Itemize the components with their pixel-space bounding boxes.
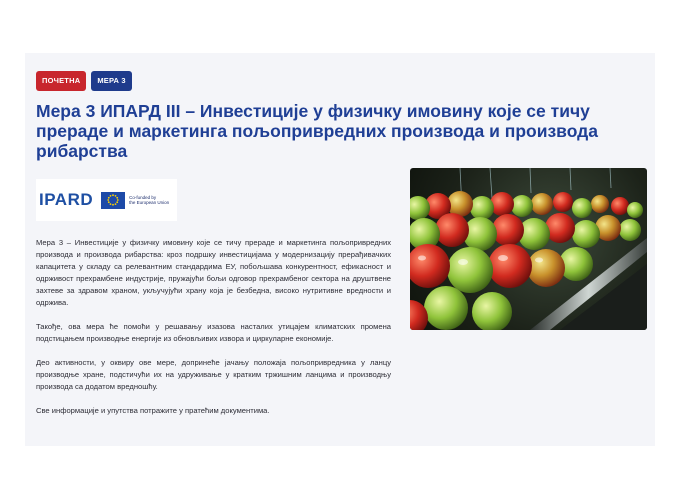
ipard-logo <box>36 179 177 221</box>
breadcrumb-home-link[interactable]: ПОЧЕТНА <box>36 71 86 91</box>
breadcrumb <box>36 71 132 91</box>
apples-on-conveyor-image <box>410 168 647 330</box>
page-title: Мера 3 ИПАРД III – Инвестиције у физичку имовину које се тичу прераде и маркетинга пољопривредних производа и производа рибарства <box>36 101 598 161</box>
paragraph-1: Мера 3 – Инвестиције у физичку имовину које се тичу прераде и маркетинга пољопривредних производа и производа рибарства: кроз подршку инвестицијама у модернизацију прерађивачких капацитета у складу са релевантним стандардима ЕУ, побољшава конкурентност, ефикасност и одрживост прехрамбене индустрије, пружајући бољи одговор прехрамбеног сектора на друштвене захтеве за здравом храном, укључујући храну која је безбедна, високо нутритивне вредности и одржива. <box>36 238 391 307</box>
cofund-line-1: Co-funded by <box>129 194 157 200</box>
article-body <box>36 237 391 429</box>
cofund-line-2: the European Union <box>129 200 170 205</box>
paragraph-3: Део активности, у оквиру ове мере, допринеће јачању положаја пољопривредника у ланцу производње хране, подстичући их на удруживање у кратким тржишним ланцима и производњу производа са додатом вредношћу. <box>36 358 391 391</box>
cofunded-text <box>129 195 169 206</box>
content-card <box>25 53 655 446</box>
eu-stars-icon <box>103 193 123 207</box>
breadcrumb-current[interactable]: МЕРА 3 <box>91 71 131 91</box>
paragraph-4: Све информације и упутства потражите у пратећим документима. <box>36 406 270 415</box>
eu-flag-icon <box>101 192 125 209</box>
logo-text: IPARD <box>39 190 94 209</box>
paragraph-2: Такође, ова мера ће помоћи у решавању изазова насталих утицајем климатских промена подстицањем производње енергије из обновљивих извора и циркуларне економије. <box>36 322 391 343</box>
